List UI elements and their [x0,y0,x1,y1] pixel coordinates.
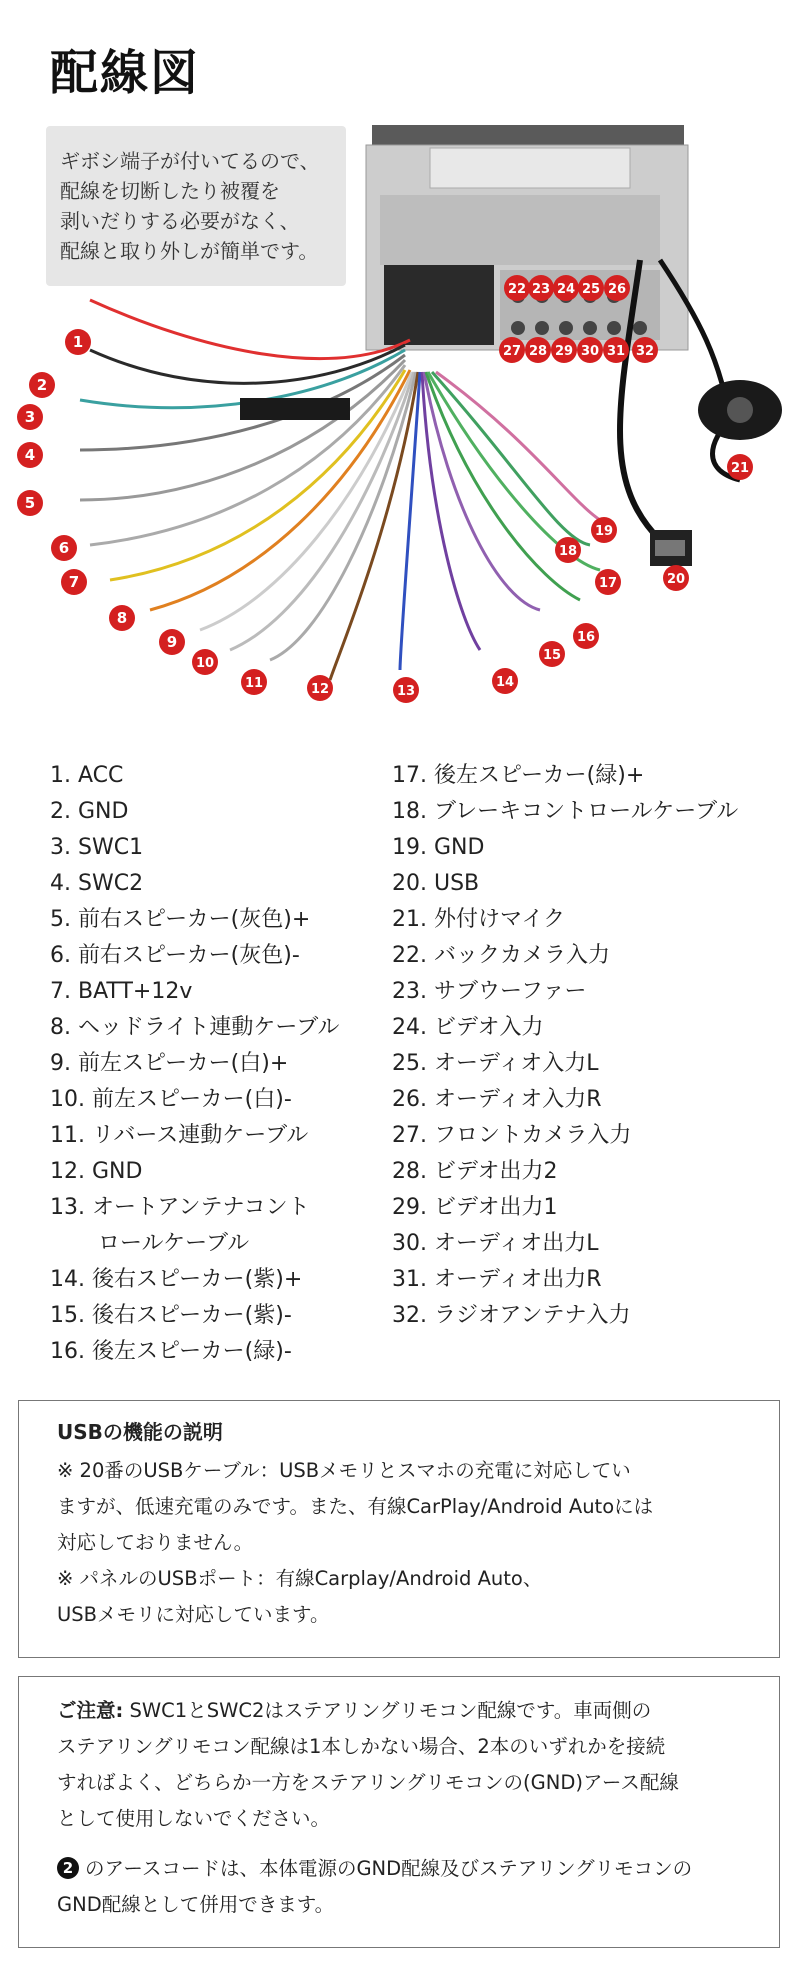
legend-label-continued: ロールケーブル [98,1231,250,1256]
legend-label: 前左スピーカー(白)+ [71,1051,289,1076]
legend-label: 前左スピーカー(白)- [85,1087,292,1112]
notice-note-line: GND配線として併用できます。 [57,1893,335,1916]
legend-label: ビデオ出力1 [427,1195,558,1220]
legend-label: GND [71,799,129,824]
legend-left [50,758,380,1370]
marker-25-label: 25 [581,282,601,297]
legend-item [50,866,380,902]
legend-label: ビデオ出力2 [427,1159,558,1184]
legend-label: オーディオ出力L [427,1231,599,1256]
notice-box [18,1676,780,1948]
marker-8-label: 8 [116,609,128,627]
marker-16-label: 16 [576,630,596,645]
marker-17-label: 17 [598,576,618,591]
legend-number: 12. [50,1159,85,1184]
legend-item [392,1262,792,1298]
legend-number: 31. [392,1267,427,1292]
legend-item [50,1154,380,1190]
legend-number: 22. [392,943,427,968]
legend-number: 29. [392,1195,427,1220]
usb-info-line: USBメモリに対応しています。 [57,1603,330,1626]
legend-label: 外付けマイク [427,907,566,932]
legend-item [392,1190,792,1226]
marker-4-label: 4 [24,446,36,464]
marker-22-label: 22 [507,282,527,297]
legend-label: リバース連動ケーブル [85,1123,309,1148]
marker-32-label: 32 [635,344,655,359]
marker-5-label: 5 [24,494,36,512]
legend-number: 32. [392,1303,427,1328]
notice-text: SWC1とSWC2はステアリングリモコン配線です。車両側の [123,1699,652,1722]
legend-number: 26. [392,1087,427,1112]
legend-item [50,1190,380,1226]
legend-item [392,1082,792,1118]
inline-fuse [240,398,350,420]
marker-14-label: 14 [495,675,515,690]
legend-label: SWC1 [71,835,144,860]
legend-number: 7. [50,979,71,1004]
legend-label: BATT+12v [71,979,193,1004]
legend-item [392,1046,792,1082]
usb-info-heading: USBの機能の説明 [57,1420,223,1444]
legend-item [50,1298,380,1334]
legend-number: 8. [50,1015,71,1040]
legend-item [50,974,380,1010]
legend-number: 1. [50,763,71,788]
legend-item [392,1298,792,1334]
legend-number: 21. [392,907,427,932]
legend-label: オーディオ入力R [427,1087,602,1112]
legend-item [392,1154,792,1190]
marker-31-label: 31 [606,344,626,359]
notice-line: ステアリングリモコン配線は1本しかない場合、2本のいずれかを接続 [57,1735,666,1758]
legend-item [50,902,380,938]
legend-number: 30. [392,1231,427,1256]
legend-number: 20. [392,871,427,896]
head-unit [366,125,688,350]
legend-number: 14. [50,1267,85,1292]
legend-item [392,758,792,794]
legend-label: ヘッドライト連動ケーブル [71,1015,340,1040]
marker-24-label: 24 [556,282,576,297]
usb-info-box [18,1400,780,1658]
legend-label: バックカメラ入力 [427,943,610,968]
legend-item [392,1118,792,1154]
legend-right [392,758,792,1334]
legend-label: 後右スピーカー(紫)+ [85,1267,303,1292]
legend-number: 10. [50,1087,85,1112]
legend-item [50,938,380,974]
number-2-badge: 2 [57,1857,79,1879]
marker-7-label: 7 [68,573,80,591]
microphone [660,260,782,480]
notice-line [57,1693,741,1729]
legend-label: 後右スピーカー(紫)- [85,1303,292,1328]
legend-number: 18. [392,799,427,824]
callout-line: ギボシ端子が付いてるので、 [60,149,320,173]
legend-label: サブウーファー [427,979,587,1004]
legend-label: GND [85,1159,143,1184]
notice-line: すればよく、どちらか一方をステアリングリモコンの(GND)アース配線 [57,1771,679,1794]
marker-6-label: 6 [58,539,70,557]
usb-info-line: ますが、低速充電のみです。また、有線CarPlay/Android Autoには [57,1495,654,1518]
legend-number: 6. [50,943,71,968]
legend-number: 13. [50,1195,85,1220]
legend-number: 17. [392,763,427,788]
marker-9-label: 9 [166,633,178,651]
legend-label: 前右スピーカー(灰色)- [71,943,300,968]
legend-item [50,830,380,866]
marker-15-label: 15 [542,648,562,663]
marker-23-label: 23 [531,282,551,297]
legend-label: GND [427,835,485,860]
callout-line: 配線と取り外しが簡単です。 [60,239,319,263]
legend-label: 後左スピーカー(緑)- [85,1339,292,1364]
callout-line: 配線を切断したり被覆を [60,179,280,203]
legend-number: 9. [50,1051,71,1076]
legend-item [392,866,792,902]
wiring-diagram [0,0,800,720]
legend-label: オーディオ入力L [427,1051,599,1076]
legend-number: 19. [392,835,427,860]
legend-item [392,938,792,974]
marker-26-label: 26 [607,282,627,297]
legend-item [392,794,792,830]
legend-item [50,1046,380,1082]
legend-label: USB [427,871,480,896]
legend-number: 15. [50,1303,85,1328]
legend-label: 後左スピーカー(緑)+ [427,763,645,788]
legend-item [392,902,792,938]
marker-30-label: 30 [580,344,600,359]
marker-27-label: 27 [502,344,522,359]
legend-number: 3. [50,835,71,860]
legend-label: ビデオ入力 [427,1015,544,1040]
marker-13-label: 13 [396,684,416,699]
page-title: 配線図 [50,45,201,101]
usb-info-line: ※ パネルのUSBポート：有線Carplay/Android Auto、 [57,1567,543,1590]
legend-number: 11. [50,1123,85,1148]
marker-10-label: 10 [195,656,215,671]
legend-label: SWC2 [71,871,144,896]
legend-item [50,1082,380,1118]
notice-line: として使用しないでください。 [57,1807,331,1830]
marker-12-label: 12 [310,682,330,697]
marker-11-label: 11 [244,676,264,691]
notice-note-line [57,1851,741,1887]
legend-label: ラジオアンテナ入力 [427,1303,631,1328]
legend-number: 24. [392,1015,427,1040]
legend-label: フロントカメラ入力 [427,1123,632,1148]
legend-number: 5. [50,907,71,932]
legend-number: 16. [50,1339,85,1364]
legend-number: 25. [392,1051,427,1076]
legend-item [392,830,792,866]
legend-label: オーディオ出力R [427,1267,602,1292]
marker-21-label: 21 [730,461,750,476]
legend-number: 27. [392,1123,427,1148]
usb-info-line: ※ 20番のUSBケーブル：USBメモリとスマホの充電に対応してい [57,1459,631,1482]
legend-item [50,794,380,830]
marker-2-label: 2 [36,376,48,394]
legend-number: 23. [392,979,427,1004]
legend-item [392,1010,792,1046]
legend-item [50,1334,380,1370]
marker-3-label: 3 [24,408,36,426]
legend-number: 28. [392,1159,427,1184]
callout-line: 剥いだりする必要がなく、 [60,209,300,233]
notice-note-text: のアースコードは、本体電源のGND配線及びステアリングリモコンの [85,1857,693,1880]
legend-item [50,758,380,794]
legend-item [392,1226,792,1262]
marker-29-label: 29 [554,344,574,359]
legend-label: ブレーキコントロールケーブル [427,799,739,824]
legend-label: 前右スピーカー(灰色)+ [71,907,311,932]
marker-18-label: 18 [558,544,578,559]
usb-info-line: 対応しておりません。 [57,1531,254,1554]
legend-label: ACC [71,763,124,788]
legend-label: オートアンテナコント [85,1195,310,1220]
legend-item [50,1118,380,1154]
notice-label: ご注意: [57,1699,124,1722]
legend-item [392,974,792,1010]
legend-number: 4. [50,871,71,896]
marker-19-label: 19 [594,524,614,539]
marker-1-label: 1 [72,333,84,351]
marker-20-label: 20 [666,572,686,587]
marker-28-label: 28 [528,344,548,359]
legend-item [50,1010,380,1046]
legend-number: 2. [50,799,71,824]
legend-item [50,1262,380,1298]
